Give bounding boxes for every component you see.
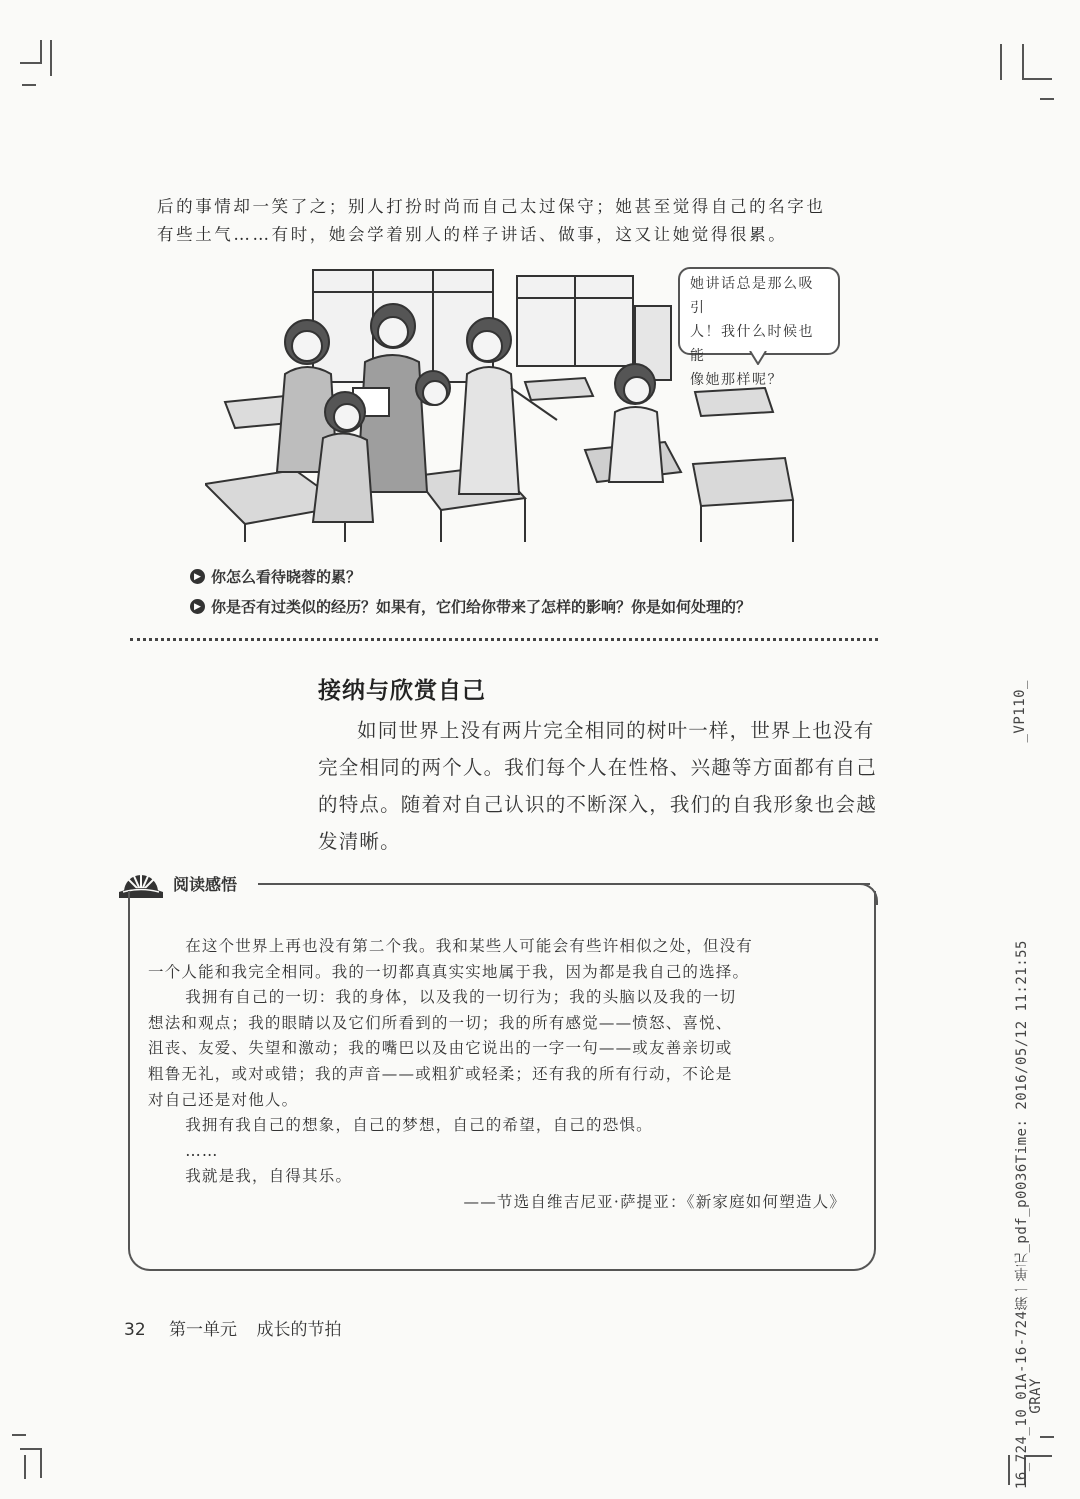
crop-mark xyxy=(1022,78,1052,80)
margin-imprint: 16_724_10_01A-16-724第一单元_pdf_p0036Time: 2016/05/12 11:21:55 xyxy=(1014,940,1030,1490)
reading-box-corner xyxy=(856,883,878,905)
question-text: 你是否有过类似的经历？如果有，它们给你带来了怎样的影响？你是如何处理的？ xyxy=(211,598,752,616)
speech-bubble-tail xyxy=(748,351,770,365)
play-bullet-icon: ▶ xyxy=(190,599,205,614)
reading-title: 阅读感悟 xyxy=(173,874,238,894)
crop-mark xyxy=(1000,44,1002,80)
margin-gray: GRAY xyxy=(1028,1378,1044,1414)
reading-line: 粗鲁无礼，或对或错；我的声音——或粗犷或轻柔；还有我的所有行动，不论是 xyxy=(148,1064,733,1083)
margin-code: _VP110_ xyxy=(1012,680,1028,743)
question-1 xyxy=(190,566,361,587)
reading-line: 一个人能和我完全相同。我的一切都真真实实地属于我，因为都是我自己的选择。 xyxy=(148,962,750,981)
classroom-desk xyxy=(695,388,773,416)
reading-line: 对自己还是对他人。 xyxy=(148,1090,299,1109)
crop-mark xyxy=(20,1448,42,1450)
reading-line: 我就是我，自得其乐。 xyxy=(185,1167,353,1186)
unit-label: 第一单元 xyxy=(169,1320,238,1340)
speech-bubble xyxy=(678,267,840,388)
page-footer xyxy=(124,1315,341,1340)
reading-line: 在这个世界上再也没有第二个我。我和某些人可能会有些许相似之处，但没有 xyxy=(185,937,753,955)
section-paragraph: 如同世界上没有两片完全相同的树叶一样，世界上也没有完全相同的两个人。我们每个人在性格、兴趣等方面都有自己的特点。随着对自己认识的不断深入，我们的自我形象也会越发清晰。 xyxy=(318,719,877,853)
student-figure xyxy=(416,371,450,405)
crop-mark xyxy=(1040,98,1054,100)
crop-mark xyxy=(1040,1436,1054,1438)
narrative-line-2: 有些土气……有时，她会学着别人的样子讲话、做事，这又让她觉得很累。 xyxy=(157,225,788,244)
classroom-desk xyxy=(525,378,593,400)
crop-mark xyxy=(20,62,42,64)
classroom-desk xyxy=(693,458,793,506)
reading-passage xyxy=(148,934,860,1216)
reading-line: 沮丧、友爱、失望和激动；我的嘴巴以及由它说出的一字一句——或友善亲切或 xyxy=(148,1039,733,1058)
reading-line: 想法和观点；我的眼睛以及它们所看到的一切；我的所有感觉——愤怒、喜悦、 xyxy=(148,1013,733,1032)
section-divider xyxy=(130,638,878,641)
crop-mark xyxy=(1008,1455,1010,1485)
crop-mark xyxy=(40,1448,42,1478)
speech-bubble-line: 像她那样呢？ xyxy=(690,372,783,388)
reading-attribution: ——节选自维吉尼亚·萨提亚：《新家庭如何塑造人》 xyxy=(463,1192,846,1211)
crop-mark xyxy=(1022,44,1024,80)
narrative-line-1: 后的事情却一笑了之；别人打扮时尚而自己太过保守；她甚至觉得自己的名字也 xyxy=(157,197,826,216)
crop-mark xyxy=(22,84,36,86)
page-number: 32 xyxy=(124,1320,146,1340)
crop-mark xyxy=(50,40,52,76)
reading-line: 我拥有我自己的想象，自己的梦想，自己的希望，自己的恐惧。 xyxy=(185,1116,653,1135)
play-bullet-icon: ▶ xyxy=(190,569,205,584)
crop-mark xyxy=(40,40,42,64)
unit-title: 成长的节拍 xyxy=(256,1320,342,1340)
reading-line: 我拥有自己的一切：我的身体，以及我的一切行为；我的头脑以及我的一切 xyxy=(185,988,737,1007)
crop-mark xyxy=(24,1455,26,1479)
reading-rule xyxy=(258,883,870,885)
crop-mark xyxy=(12,1434,26,1436)
speech-bubble-line: 她讲话总是那么吸引 xyxy=(690,276,814,316)
speech-bubble-line: 人！我什么时候也能 xyxy=(690,324,814,364)
reading-line: …… xyxy=(185,1141,219,1160)
student-figure xyxy=(609,364,663,482)
question-text: 你怎么看待晓蓉的累？ xyxy=(211,568,362,586)
section-title: 接纳与欣赏自己 xyxy=(318,678,486,704)
section-body xyxy=(318,712,878,860)
question-2 xyxy=(190,596,751,617)
